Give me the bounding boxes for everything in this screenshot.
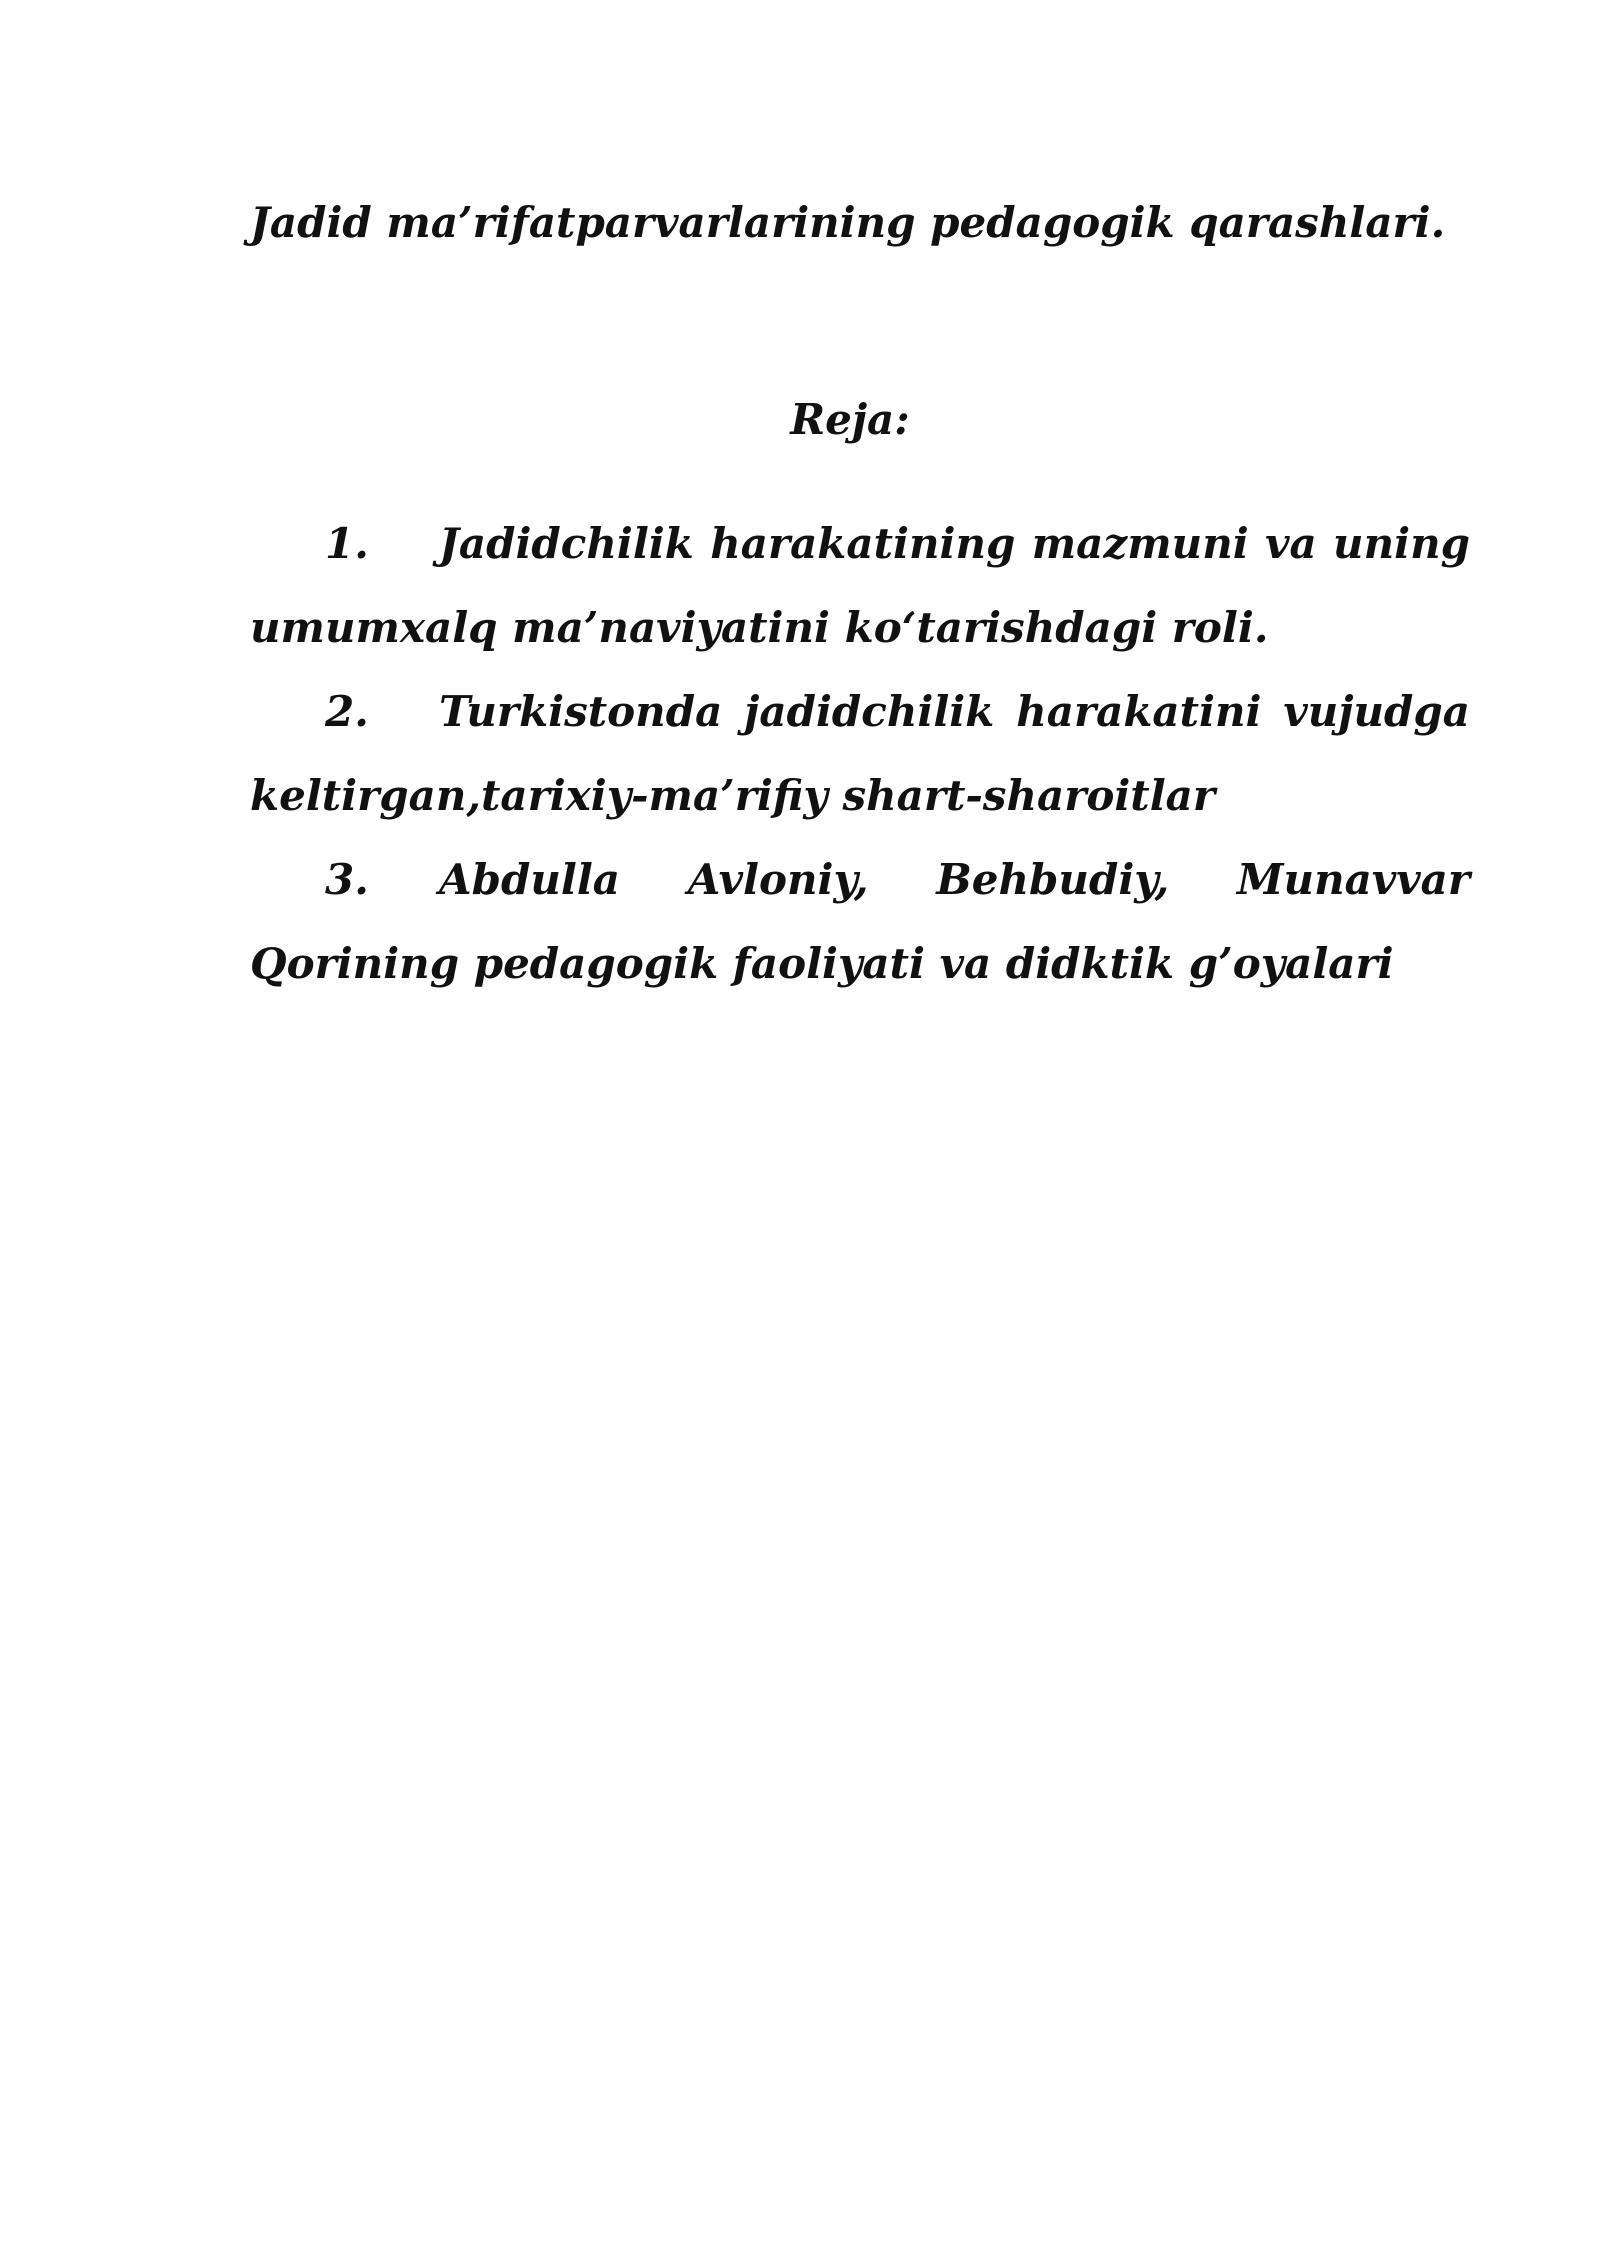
plan-heading: Reja: — [790, 395, 910, 444]
plan-item-1 — [250, 502, 1470, 670]
plan-item-2 — [250, 670, 1470, 838]
page-title: Jadid ma’rifatparvarlarining pedagogik qarashlari. — [250, 198, 1446, 247]
plan-item-text: Abdulla Avloniy, Behbudiy, Munavvar Qorining pedagogik faoliyati va didktik g’oyalari — [250, 855, 1470, 988]
plan-item-3 — [250, 838, 1470, 1006]
plan-item-number: 2. — [325, 687, 369, 736]
plan-item-number: 3. — [325, 855, 369, 904]
plan-list — [250, 502, 1470, 1006]
plan-item-text: Turkistonda jadidchilik harakatini vujudga keltirgan,tarixiy-ma’rifiy shart-sharoitlar — [250, 687, 1470, 820]
plan-item-text: Jadidchilik harakatining mazmuni va uning umumxalq ma’naviyatini ko‘tarishdagi roli. — [250, 519, 1470, 652]
plan-item-number: 1. — [325, 519, 369, 568]
